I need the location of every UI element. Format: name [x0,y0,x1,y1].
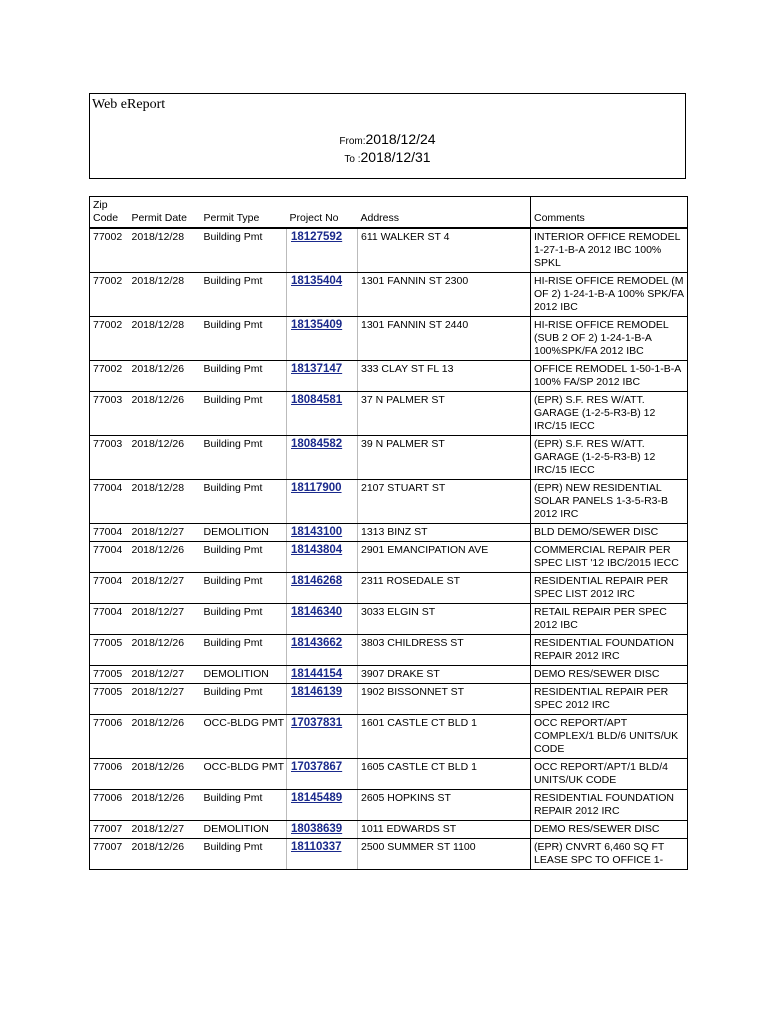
zip-cell: 77007 [90,839,129,870]
table-row [90,573,688,604]
to-date: 2018/12/31 [360,149,431,165]
project-link[interactable]: 18084581 [291,394,343,406]
project-link[interactable]: 18146340 [291,606,343,618]
project-link[interactable]: 17037831 [291,717,343,729]
permit-type-cell: Building Pmt [201,392,287,436]
permit-type-cell: Building Pmt [201,635,287,666]
address-cell: 611 WALKER ST 4 [358,228,531,273]
address-cell: 3907 DRAKE ST [358,666,531,684]
comments-cell: (EPR) S.F. RES W/ATT. GARAGE (1-2-5-R3-B) 12 IRC/15 IECC [531,436,688,480]
project-no-cell [287,839,358,870]
permit-table [89,196,688,870]
permit-rows [90,228,688,870]
project-link[interactable]: 18144154 [291,668,343,680]
permit-date-cell: 2018/12/26 [129,436,201,480]
address-cell: 3803 CHILDRESS ST [358,635,531,666]
project-link[interactable]: 18127592 [291,231,343,243]
comments-cell: BLD DEMO/SEWER DISC [531,524,688,542]
zip-cell: 77006 [90,759,129,790]
permit-date-cell: 2018/12/26 [129,790,201,821]
project-link[interactable]: 18135404 [291,275,343,287]
permit-date-cell: 2018/12/27 [129,573,201,604]
project-no-cell [287,317,358,361]
project-no-cell [287,524,358,542]
permit-date-cell: 2018/12/27 [129,821,201,839]
zip-cell: 77006 [90,715,129,759]
comments-cell: INTERIOR OFFICE REMODEL 1-27-1-B-A 2012 IBC 100% SPKL [531,228,688,273]
table-row [90,604,688,635]
project-link[interactable]: 18143804 [291,544,343,556]
address-cell: 1301 FANNIN ST 2300 [358,273,531,317]
zip-cell: 77002 [90,361,129,392]
zip-cell: 77004 [90,542,129,573]
address-cell: 3033 ELGIN ST [358,604,531,635]
permit-date-cell: 2018/12/28 [129,317,201,361]
address-cell: 2107 STUART ST [358,480,531,524]
permit-date-cell: 2018/12/26 [129,635,201,666]
permit-type-cell: Building Pmt [201,604,287,635]
zip-cell: 77002 [90,273,129,317]
permit-date-cell: 2018/12/26 [129,839,201,870]
project-no-cell [287,684,358,715]
zip-cell: 77005 [90,666,129,684]
permit-date-cell: 2018/12/26 [129,759,201,790]
table-row [90,480,688,524]
table-row [90,635,688,666]
table-row [90,759,688,790]
table-row [90,317,688,361]
col-address: Address [358,197,531,229]
permit-type-cell: DEMOLITION [201,524,287,542]
table-row [90,361,688,392]
zip-cell: 77003 [90,392,129,436]
table-row [90,684,688,715]
col-project-no: Project No [287,197,358,229]
permit-date-cell: 2018/12/27 [129,684,201,715]
project-link[interactable]: 18143100 [291,526,343,538]
project-no-cell [287,666,358,684]
permit-type-cell: Building Pmt [201,228,287,273]
permit-type-cell: Building Pmt [201,839,287,870]
zip-cell: 77004 [90,573,129,604]
comments-cell: RETAIL REPAIR PER SPEC 2012 IBC [531,604,688,635]
table-row [90,821,688,839]
project-no-cell [287,604,358,635]
project-link[interactable]: 18145489 [291,792,343,804]
col-comments: Comments [531,197,688,229]
comments-cell: OCC REPORT/APT/1 BLD/4 UNITS/UK CODE [531,759,688,790]
address-cell: 1902 BISSONNET ST [358,684,531,715]
address-cell: 2311 ROSEDALE ST [358,573,531,604]
zip-cell: 77004 [90,524,129,542]
project-no-cell [287,573,358,604]
zip-cell: 77004 [90,480,129,524]
comments-cell: (EPR) CNVRT 6,460 SQ FT LEASE SPC TO OFFICE 1- [531,839,688,870]
permit-date-cell: 2018/12/27 [129,666,201,684]
project-link[interactable]: 17037867 [291,761,343,773]
permit-type-cell: OCC-BLDG PMT [201,759,287,790]
permit-date-cell: 2018/12/28 [129,273,201,317]
permit-date-cell: 2018/12/28 [129,228,201,273]
zip-cell: 77005 [90,635,129,666]
permit-type-cell: Building Pmt [201,317,287,361]
permit-date-cell: 2018/12/27 [129,604,201,635]
comments-cell: OCC REPORT/APT COMPLEX/1 BLD/6 UNITS/UK CODE [531,715,688,759]
project-no-cell [287,715,358,759]
project-no-cell [287,635,358,666]
permit-type-cell: Building Pmt [201,273,287,317]
comments-cell: RESIDENTIAL FOUNDATION REPAIR 2012 IRC [531,790,688,821]
table-row [90,436,688,480]
permit-date-cell: 2018/12/28 [129,480,201,524]
permit-type-cell: DEMOLITION [201,666,287,684]
zip-cell: 77002 [90,317,129,361]
project-link[interactable]: 18038639 [291,823,343,835]
col-zip-code: Zip Code [90,197,129,229]
permit-type-cell: Building Pmt [201,436,287,480]
zip-cell: 77005 [90,684,129,715]
project-no-cell [287,480,358,524]
comments-cell: RESIDENTIAL REPAIR PER SPEC LIST 2012 IRC [531,573,688,604]
zip-cell: 77007 [90,821,129,839]
comments-cell: (EPR) NEW RESIDENTIAL SOLAR PANELS 1-3-5-R3-B 2012 IRC [531,480,688,524]
project-link[interactable]: 18137147 [291,363,343,375]
project-no-cell [287,821,358,839]
table-row [90,715,688,759]
table-row [90,790,688,821]
table-row [90,228,688,273]
col-permit-date: Permit Date [129,197,201,229]
permit-date-cell: 2018/12/26 [129,715,201,759]
from-label: From: [339,136,366,147]
table-row [90,524,688,542]
address-cell: 1011 EDWARDS ST [358,821,531,839]
comments-cell: DEMO RES/SEWER DISC [531,821,688,839]
permit-date-cell: 2018/12/26 [129,361,201,392]
comments-cell: RESIDENTIAL FOUNDATION REPAIR 2012 IRC [531,635,688,666]
from-date: 2018/12/24 [365,131,436,147]
project-link[interactable]: 18117900 [291,482,342,494]
permit-type-cell: OCC-BLDG PMT [201,715,287,759]
address-cell: 1605 CASTLE CT BLD 1 [358,759,531,790]
permit-date-cell: 2018/12/26 [129,542,201,573]
project-no-cell [287,542,358,573]
project-no-cell [287,392,358,436]
permit-type-cell: Building Pmt [201,790,287,821]
project-link[interactable]: 18143662 [291,637,343,649]
zip-cell: 77006 [90,790,129,821]
address-cell: 37 N PALMER ST [358,392,531,436]
project-link[interactable]: 18084582 [291,438,343,450]
project-no-cell [287,759,358,790]
project-no-cell [287,361,358,392]
address-cell: 2605 HOPKINS ST [358,790,531,821]
table-row [90,542,688,573]
report-title: Web eReport [92,97,166,112]
permit-type-cell: Building Pmt [201,542,287,573]
comments-cell: (EPR) S.F. RES W/ATT. GARAGE (1-2-5-R3-B) 12 IRC/15 IECC [531,392,688,436]
project-link[interactable]: 18135409 [291,319,343,331]
zip-cell: 77004 [90,604,129,635]
permit-type-cell: Building Pmt [201,573,287,604]
permit-date-cell: 2018/12/26 [129,392,201,436]
comments-cell: RESIDENTIAL REPAIR PER SPEC 2012 IRC [531,684,688,715]
comments-cell: DEMO RES/SEWER DISC [531,666,688,684]
to-label: To : [344,154,361,165]
address-cell: 1313 BINZ ST [358,524,531,542]
zip-cell: 77003 [90,436,129,480]
table-row [90,392,688,436]
permit-type-cell: Building Pmt [201,361,287,392]
address-cell: 39 N PALMER ST [358,436,531,480]
permit-type-cell: Building Pmt [201,684,287,715]
table-row [90,666,688,684]
address-cell: 2901 EMANCIPATION AVE [358,542,531,573]
table-header-row [90,197,688,229]
address-cell: 2500 SUMMER ST 1100 [358,839,531,870]
comments-cell: HI-RISE OFFICE REMODEL (M OF 2) 1-24-1-B-A 100% SPK/FA 2012 IBC [531,273,688,317]
comments-cell: HI-RISE OFFICE REMODEL (SUB 2 OF 2) 1-24-1-B-A 100%SPK/FA 2012 IBC [531,317,688,361]
project-no-cell [287,436,358,480]
comments-cell: COMMERCIAL REPAIR PER SPEC LIST '12 IBC/2015 IECC [531,542,688,573]
address-cell: 333 CLAY ST FL 13 [358,361,531,392]
col-permit-type: Permit Type [201,197,287,229]
project-no-cell [287,228,358,273]
permit-type-cell: Building Pmt [201,480,287,524]
permit-type-cell: DEMOLITION [201,821,287,839]
table-row [90,273,688,317]
project-link[interactable]: 18146268 [291,575,343,587]
address-cell: 1301 FANNIN ST 2440 [358,317,531,361]
project-no-cell [287,790,358,821]
project-no-cell [287,273,358,317]
table-row [90,839,688,870]
comments-cell: OFFICE REMODEL 1-50-1-B-A 100% FA/SP 2012 IBC [531,361,688,392]
project-link[interactable]: 18146139 [291,686,343,698]
project-link[interactable]: 18110337 [291,841,342,853]
zip-cell: 77002 [90,228,129,273]
address-cell: 1601 CASTLE CT BLD 1 [358,715,531,759]
permit-date-cell: 2018/12/27 [129,524,201,542]
